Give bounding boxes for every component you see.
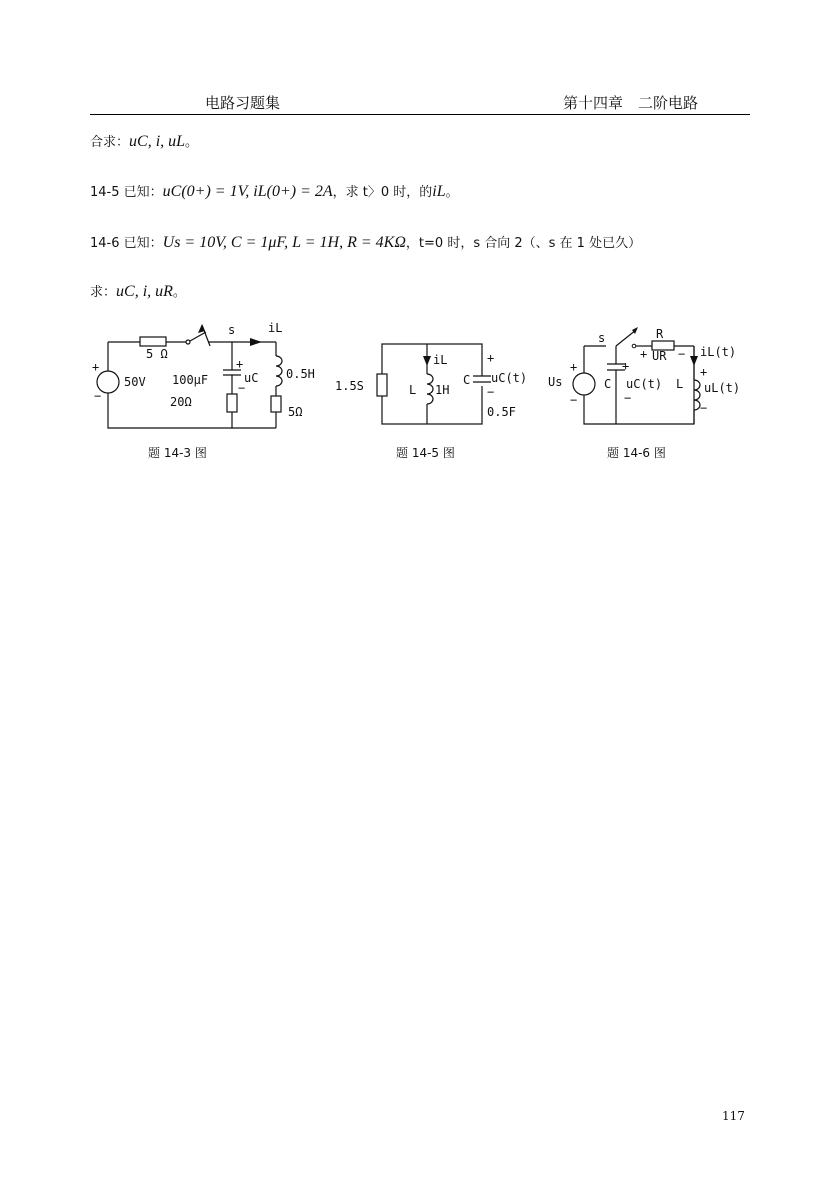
f3-switch-label: s (598, 331, 606, 345)
circuit-14-5 (335, 316, 550, 436)
f3-c-label: C (604, 377, 612, 391)
f3-us-label: Us (548, 375, 563, 389)
circuit-14-6 (548, 316, 748, 436)
line-2-math: uC(0+) = 1V, iL(0+) = 2A (162, 183, 333, 200)
line-4-end: 。 (172, 285, 186, 300)
f1-uc-label: uC (244, 371, 259, 385)
line-2-math2: iL (432, 183, 446, 200)
f1-minus-cap: − (238, 381, 246, 395)
caption-14-3: 题 14-3 图 (148, 446, 207, 460)
f3-l-label: L (676, 377, 684, 391)
f3-il-label: iL(t) (700, 345, 737, 359)
f3-uc-label: uC(t) (626, 377, 663, 391)
page-number: 117 (722, 1109, 745, 1123)
line-1-math: uC, i, uL (129, 133, 186, 150)
header-title: 电路习题集 (205, 94, 281, 112)
f1-switch-label: s (228, 323, 236, 337)
f1-r3-label: 5Ω (288, 405, 303, 419)
f3-plus-l: + (700, 365, 708, 379)
caption-14-5: 题 14-5 图 (396, 446, 455, 460)
header-rule (90, 114, 750, 115)
figure-14-5 (335, 316, 550, 436)
f2-g-label: 1.5S (335, 379, 364, 393)
f2-cap-label: 0.5F (487, 405, 516, 419)
line-3-math: Us = 10V, C = 1μF, L = 1H, R = 4KΩ (162, 234, 406, 251)
f1-source-label: 50V (124, 375, 146, 389)
line-1-text: 合求： (90, 135, 130, 150)
line-4-math: uC, i, uR (116, 283, 173, 300)
figure-14-3 (90, 316, 330, 436)
f2-ind-label: 1H (435, 383, 450, 397)
caption-14-6: 题 14-6 图 (607, 446, 666, 460)
f2-il-label: iL (433, 353, 448, 367)
line-1 (90, 131, 198, 151)
f1-r1-label: 5 Ω (146, 347, 168, 361)
header-chapter: 第十四章 二阶电路 (563, 94, 699, 112)
line-1-end: 。 (185, 135, 199, 150)
f2-plus: + (487, 351, 495, 365)
f1-r2-label: 20Ω (170, 395, 192, 409)
f2-c-label: C (463, 373, 471, 387)
f1-ind-label: 0.5H (286, 367, 315, 381)
f1-cap-label: 100μF (172, 373, 209, 387)
f3-minus-r: − (678, 347, 686, 361)
f3-r-label: R (656, 327, 664, 341)
f2-uc-label: uC(t) (491, 371, 528, 385)
f1-minus-source: − (94, 389, 102, 403)
f3-minus-source: − (570, 393, 578, 407)
line-2-text: ，求 t〉0 时，的 (332, 185, 433, 200)
line-3 (90, 232, 641, 252)
f1-plus-source: + (92, 360, 100, 374)
f3-plus-cap: + (622, 359, 630, 373)
figure-14-6 (548, 316, 748, 436)
f3-plus-r: + (640, 347, 648, 361)
circuit-14-3 (90, 316, 330, 436)
f3-minus-cap: − (624, 391, 632, 405)
line-4-text: 求： (90, 285, 117, 300)
f3-ul-label: uL(t) (704, 381, 741, 395)
line-4 (90, 281, 186, 301)
f2-minus: − (487, 385, 495, 399)
line-2-label: 14-5 已知： (90, 185, 163, 200)
f1-il-label: iL (268, 321, 283, 335)
f2-l-label: L (409, 383, 417, 397)
line-3-text: ，t=0 时，s 合向 2（、s 在 1 处已久） (405, 236, 642, 251)
line-2-end: 。 (445, 185, 459, 200)
f1-plus-cap: + (236, 357, 244, 371)
line-2 (90, 181, 459, 201)
f3-plus-source: + (570, 360, 578, 374)
f3-minus-l: − (700, 401, 708, 415)
f3-ur-label: UR (652, 349, 667, 363)
line-3-label: 14-6 已知： (90, 236, 163, 251)
